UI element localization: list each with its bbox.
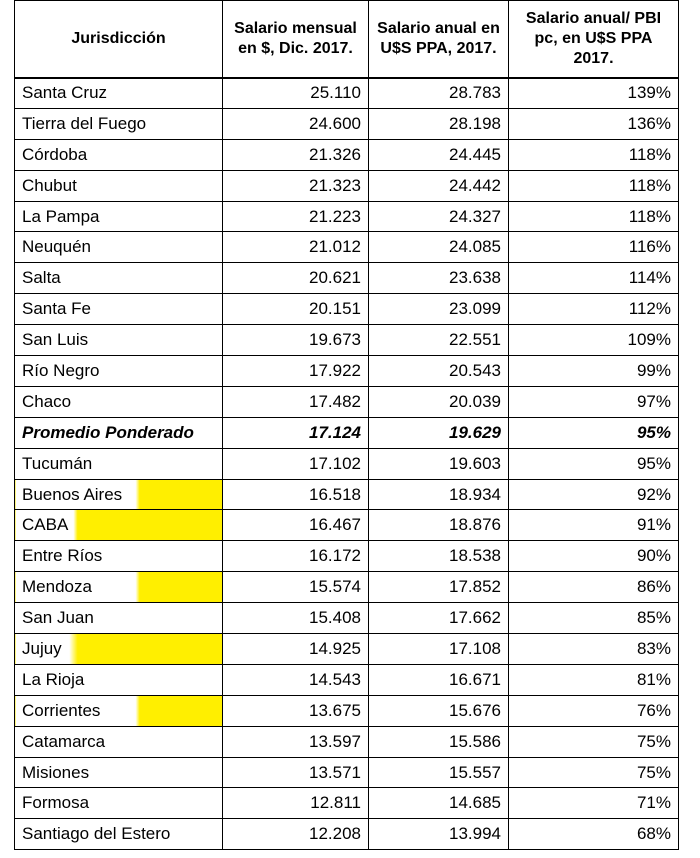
salary-gdp-ratio-cell: 91% bbox=[509, 510, 679, 541]
jurisdiction-cell: Tucumán bbox=[15, 448, 223, 479]
salary-gdp-ratio-cell: 112% bbox=[509, 294, 679, 325]
jurisdiction-cell: Neuquén bbox=[15, 232, 223, 263]
jurisdiction-cell: Jujuy bbox=[15, 634, 223, 665]
monthly-salary-cell: 25.110 bbox=[223, 78, 369, 109]
monthly-salary-cell: 20.621 bbox=[223, 263, 369, 294]
annual-salary-cell: 15.557 bbox=[369, 757, 509, 788]
monthly-salary-cell: 14.543 bbox=[223, 664, 369, 695]
salary-gdp-ratio-cell: 71% bbox=[509, 788, 679, 819]
salary-gdp-ratio-cell: 92% bbox=[509, 479, 679, 510]
jurisdiction-cell: Santa Fe bbox=[15, 294, 223, 325]
annual-salary-cell: 19.603 bbox=[369, 448, 509, 479]
salary-gdp-ratio-cell: 68% bbox=[509, 819, 679, 850]
salary-table bbox=[14, 0, 679, 850]
jurisdiction-cell: Entre Ríos bbox=[15, 541, 223, 572]
salary-gdp-ratio-cell: 76% bbox=[509, 695, 679, 726]
monthly-salary-cell: 13.571 bbox=[223, 757, 369, 788]
table-row bbox=[15, 386, 679, 417]
annual-salary-cell: 24.445 bbox=[369, 139, 509, 170]
monthly-salary-cell: 16.518 bbox=[223, 479, 369, 510]
salary-gdp-ratio-cell: 109% bbox=[509, 325, 679, 356]
annual-salary-cell: 17.108 bbox=[369, 634, 509, 665]
table-row bbox=[15, 170, 679, 201]
jurisdiction-cell: Chaco bbox=[15, 386, 223, 417]
header-salary-gdp-ratio: Salario anual/ PBI pc, en U$S PPA 2017. bbox=[509, 1, 679, 78]
annual-salary-cell: 15.586 bbox=[369, 726, 509, 757]
table-row bbox=[15, 356, 679, 387]
jurisdiction-cell: Formosa bbox=[15, 788, 223, 819]
jurisdiction-cell: CABA bbox=[15, 510, 223, 541]
salary-gdp-ratio-cell: 118% bbox=[509, 170, 679, 201]
salary-gdp-ratio-cell: 136% bbox=[509, 108, 679, 139]
monthly-salary-cell: 13.675 bbox=[223, 695, 369, 726]
annual-salary-cell: 16.671 bbox=[369, 664, 509, 695]
monthly-salary-cell: 17.124 bbox=[223, 417, 369, 448]
table-row bbox=[15, 726, 679, 757]
jurisdiction-cell: Catamarca bbox=[15, 726, 223, 757]
jurisdiction-cell: La Pampa bbox=[15, 201, 223, 232]
annual-salary-cell: 13.994 bbox=[369, 819, 509, 850]
header-monthly-salary: Salario mensual en $, Dic. 2017. bbox=[223, 1, 369, 78]
table-row bbox=[15, 603, 679, 634]
salary-gdp-ratio-cell: 99% bbox=[509, 356, 679, 387]
table-row bbox=[15, 572, 679, 603]
annual-salary-cell: 17.852 bbox=[369, 572, 509, 603]
header-row bbox=[15, 1, 679, 78]
table-row bbox=[15, 263, 679, 294]
table-row bbox=[15, 448, 679, 479]
annual-salary-cell: 28.783 bbox=[369, 78, 509, 109]
annual-salary-cell: 22.551 bbox=[369, 325, 509, 356]
annual-salary-cell: 15.676 bbox=[369, 695, 509, 726]
salary-gdp-ratio-cell: 86% bbox=[509, 572, 679, 603]
jurisdiction-cell: La Rioja bbox=[15, 664, 223, 695]
monthly-salary-cell: 12.208 bbox=[223, 819, 369, 850]
annual-salary-cell: 24.327 bbox=[369, 201, 509, 232]
salary-gdp-ratio-cell: 75% bbox=[509, 757, 679, 788]
annual-salary-cell: 19.629 bbox=[369, 417, 509, 448]
monthly-salary-cell: 15.408 bbox=[223, 603, 369, 634]
monthly-salary-cell: 14.925 bbox=[223, 634, 369, 665]
monthly-salary-cell: 21.012 bbox=[223, 232, 369, 263]
monthly-salary-cell: 12.811 bbox=[223, 788, 369, 819]
salary-gdp-ratio-cell: 83% bbox=[509, 634, 679, 665]
annual-salary-cell: 18.538 bbox=[369, 541, 509, 572]
jurisdiction-cell: Santa Cruz bbox=[15, 78, 223, 109]
annual-salary-cell: 28.198 bbox=[369, 108, 509, 139]
jurisdiction-cell: Promedio Ponderado bbox=[15, 417, 223, 448]
salary-gdp-ratio-cell: 90% bbox=[509, 541, 679, 572]
table-row bbox=[15, 510, 679, 541]
annual-salary-cell: 20.039 bbox=[369, 386, 509, 417]
annual-salary-cell: 20.543 bbox=[369, 356, 509, 387]
salary-gdp-ratio-cell: 97% bbox=[509, 386, 679, 417]
salary-gdp-ratio-cell: 95% bbox=[509, 448, 679, 479]
jurisdiction-cell: Mendoza bbox=[15, 572, 223, 603]
salary-gdp-ratio-cell: 75% bbox=[509, 726, 679, 757]
salary-gdp-ratio-cell: 95% bbox=[509, 417, 679, 448]
monthly-salary-cell: 16.467 bbox=[223, 510, 369, 541]
table-row bbox=[15, 634, 679, 665]
monthly-salary-cell: 20.151 bbox=[223, 294, 369, 325]
table-row bbox=[15, 788, 679, 819]
monthly-salary-cell: 16.172 bbox=[223, 541, 369, 572]
jurisdiction-cell: San Luis bbox=[15, 325, 223, 356]
annual-salary-cell: 14.685 bbox=[369, 788, 509, 819]
jurisdiction-cell: Santiago del Estero bbox=[15, 819, 223, 850]
table-row bbox=[15, 479, 679, 510]
monthly-salary-cell: 24.600 bbox=[223, 108, 369, 139]
jurisdiction-cell: Corrientes bbox=[15, 695, 223, 726]
jurisdiction-cell: Río Negro bbox=[15, 356, 223, 387]
salary-gdp-ratio-cell: 116% bbox=[509, 232, 679, 263]
salary-gdp-ratio-cell: 139% bbox=[509, 78, 679, 109]
monthly-salary-cell: 17.482 bbox=[223, 386, 369, 417]
annual-salary-cell: 24.442 bbox=[369, 170, 509, 201]
monthly-salary-cell: 13.597 bbox=[223, 726, 369, 757]
jurisdiction-cell: Salta bbox=[15, 263, 223, 294]
table-row bbox=[15, 139, 679, 170]
monthly-salary-cell: 21.323 bbox=[223, 170, 369, 201]
table-row bbox=[15, 541, 679, 572]
table-row bbox=[15, 232, 679, 263]
jurisdiction-cell: Chubut bbox=[15, 170, 223, 201]
annual-salary-cell: 23.099 bbox=[369, 294, 509, 325]
monthly-salary-cell: 17.102 bbox=[223, 448, 369, 479]
header-annual-salary: Salario anual en U$S PPA, 2017. bbox=[369, 1, 509, 78]
table-row bbox=[15, 201, 679, 232]
jurisdiction-cell: Tierra del Fuego bbox=[15, 108, 223, 139]
salary-gdp-ratio-cell: 85% bbox=[509, 603, 679, 634]
annual-salary-cell: 17.662 bbox=[369, 603, 509, 634]
monthly-salary-cell: 21.223 bbox=[223, 201, 369, 232]
monthly-salary-cell: 15.574 bbox=[223, 572, 369, 603]
jurisdiction-cell: Córdoba bbox=[15, 139, 223, 170]
annual-salary-cell: 24.085 bbox=[369, 232, 509, 263]
table-row bbox=[15, 294, 679, 325]
jurisdiction-cell: Buenos Aires bbox=[15, 479, 223, 510]
table-row bbox=[15, 417, 679, 448]
monthly-salary-cell: 21.326 bbox=[223, 139, 369, 170]
salary-gdp-ratio-cell: 81% bbox=[509, 664, 679, 695]
table-row bbox=[15, 108, 679, 139]
table-body bbox=[15, 78, 679, 850]
monthly-salary-cell: 17.922 bbox=[223, 356, 369, 387]
annual-salary-cell: 23.638 bbox=[369, 263, 509, 294]
salary-gdp-ratio-cell: 118% bbox=[509, 201, 679, 232]
annual-salary-cell: 18.934 bbox=[369, 479, 509, 510]
salary-gdp-ratio-cell: 118% bbox=[509, 139, 679, 170]
jurisdiction-cell: Misiones bbox=[15, 757, 223, 788]
table-row bbox=[15, 78, 679, 109]
table-row bbox=[15, 664, 679, 695]
header-jurisdiction: Jurisdicción bbox=[15, 1, 223, 78]
table-row bbox=[15, 325, 679, 356]
annual-salary-cell: 18.876 bbox=[369, 510, 509, 541]
table-header bbox=[15, 1, 679, 78]
jurisdiction-cell: San Juan bbox=[15, 603, 223, 634]
table-row bbox=[15, 695, 679, 726]
monthly-salary-cell: 19.673 bbox=[223, 325, 369, 356]
table-row bbox=[15, 819, 679, 850]
salary-gdp-ratio-cell: 114% bbox=[509, 263, 679, 294]
table-row bbox=[15, 757, 679, 788]
